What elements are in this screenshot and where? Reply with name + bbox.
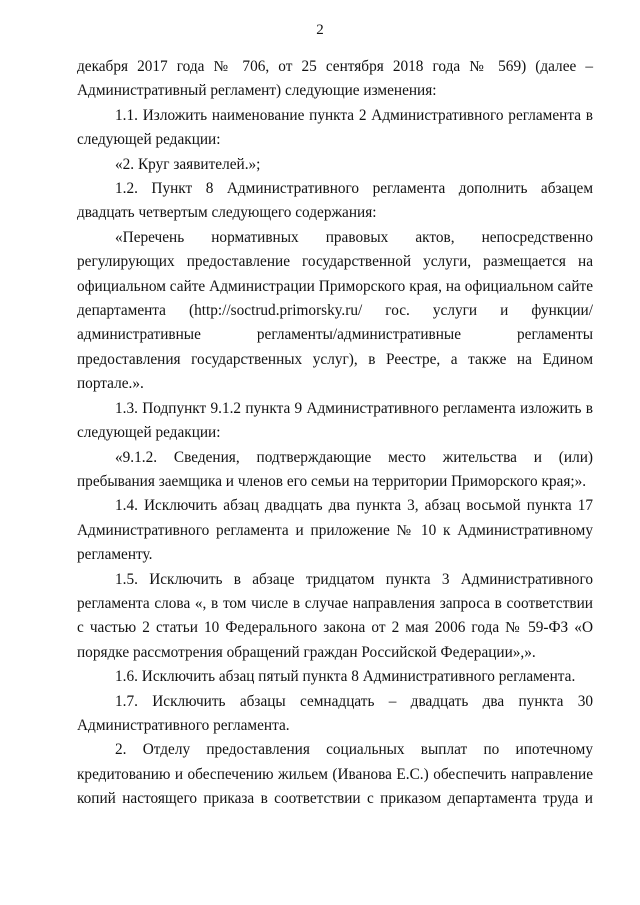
paragraph-1-3: 1.3. Подпункт 9.1.2 пункта 9 Административного регламента изложить в следующей редакции: [77, 399, 593, 442]
document-body [77, 55, 593, 812]
paragraph-1-1: 1.1. Изложить наименование пункта 2 Административного регламента в следующей редакции: [77, 106, 593, 149]
paragraph-1-3-quote: «9.1.2. Сведения, подтверждающие место жительства и (или) пребывания заемщика и членов его семьи на территории Приморского края;». [77, 448, 593, 490]
paragraph-1-7: 1.7. Исключить абзацы семнадцать – двадцать два пункта 30 Административного регламента. [77, 692, 593, 734]
paragraph-1-6: 1.6. Исключить абзац пятый пункта 8 Административного регламента. [115, 668, 576, 686]
paragraph-1-5: 1.5. Исключить в абзаце тридцатом пункта 3 Административного регламента слова «, в том числе в случае направления запроса в соответствии с частью 2 статьи 10 Федерального закона от 2 мая 2006 года № 59-ФЗ «О порядке рассмотрения обращений граждан Российской Федерации»,». [77, 570, 593, 661]
paragraph-2: 2. Отделу предоставления социальных выплат по ипотечному кредитованию и обеспечению жильем (Иванова Е.С.) обеспечить направление копий настоящего приказа в соответствии с приказом департамента труда и [77, 741, 593, 808]
paragraph-1-2-quote: «Перечень нормативных правовых актов, непосредственно регулирующих предоставление государственной услуги, размещается на официальном сайте Администрации Приморского края, на официальном сайте департамента (http://soctrud.primorsky.ru/ гос. услуги и функции/административные регламенты/административные регламенты предоставления государственных услуг), в Реестре, а также на Едином портале.». [77, 228, 593, 393]
paragraph-1-2: 1.2. Пункт 8 Административного регламента дополнить абзацем двадцать четвертым следующего содержания: [77, 180, 593, 222]
paragraph-continuation: декабря 2017 года № 706, от 25 сентября 2018 года № 569) (далее – Административный регламент) следующие изменения: [77, 58, 593, 100]
paragraph-1-1-quote: «2. Круг заявителей.»; [115, 155, 261, 173]
paragraph-1-4: 1.4. Исключить абзац двадцать два пункта 3, абзац восьмой пункта 17 Административного регламента и приложение № 10 к Административному регламенту. [77, 497, 593, 564]
page-number: 2 [316, 22, 324, 38]
